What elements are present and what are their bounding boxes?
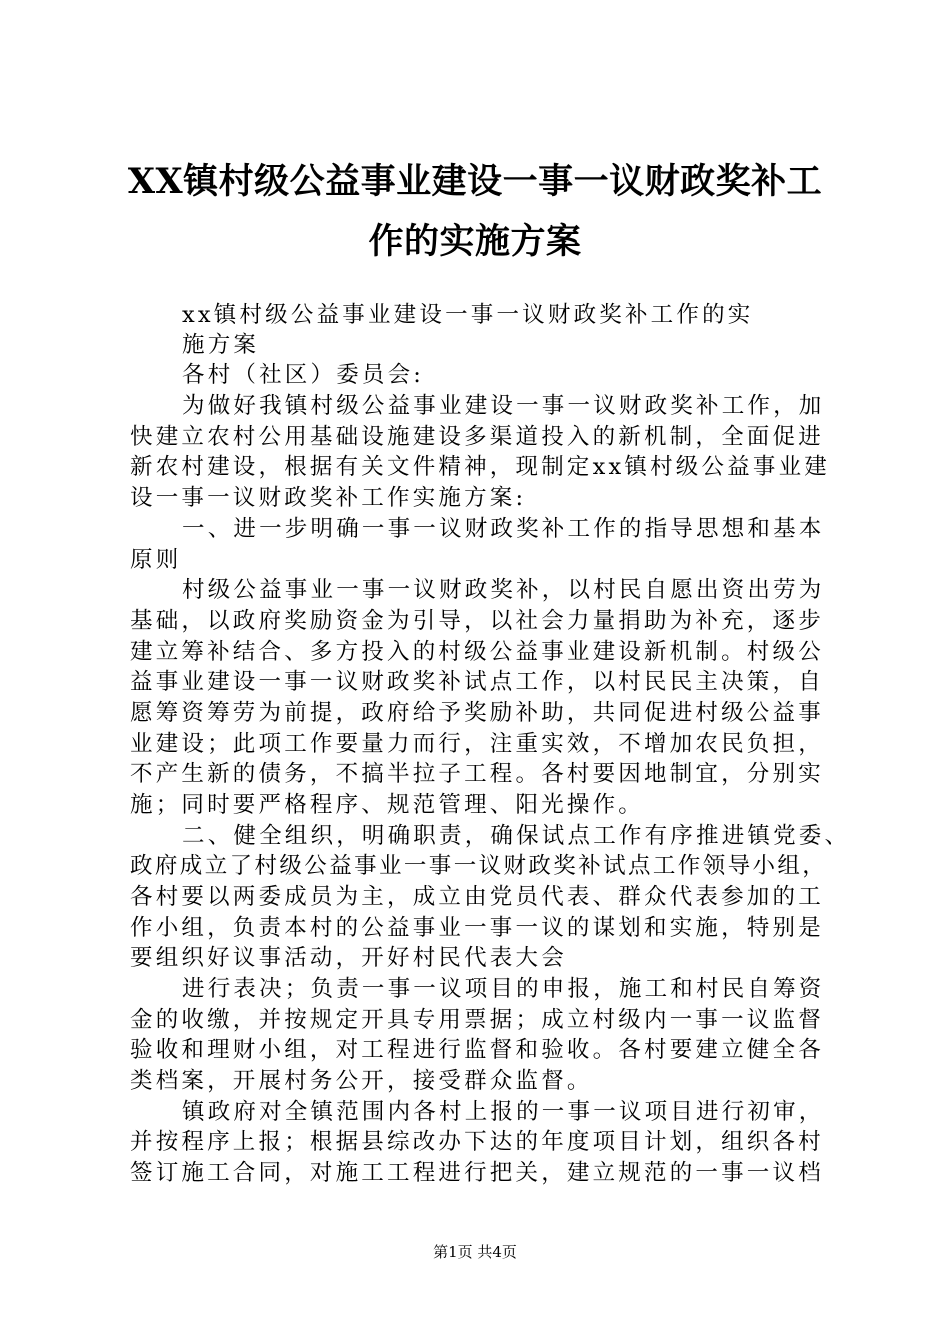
body-line: 进行表决；负责一事一议项目的申报，施工和村民自筹资	[182, 976, 825, 1002]
body-line: 一、进一步明确一事一议财政奖补工作的指导思想和基本	[182, 516, 825, 542]
page-number-footer: 第1页 共4页	[433, 1243, 517, 1261]
body-line: 为做好我镇村级公益事业建设一事一议财政奖补工作，加	[182, 393, 825, 419]
body-line: 并按程序上报；根据县综改办下达的年度项目计划，组织各村	[130, 1129, 824, 1155]
body-line: 益事业建设一事一议财政奖补试点工作，以村民民主决策，自	[130, 669, 824, 695]
body-line: 类档案，开展村务公开，接受群众监督。	[130, 1068, 593, 1094]
body-line: 金的收缴，并按规定开具专用票据；成立村级内一事一议监督	[130, 1007, 824, 1033]
body-line: 村级公益事业一事一议财政奖补，以村民自愿出资出劳为	[182, 577, 825, 603]
body-line: 业建设；此项工作要量力而行，注重实效，不增加农民负担，	[130, 731, 824, 757]
body-line: 设一事一议财政奖补工作实施方案:	[130, 485, 527, 511]
body-line: 各村要以两委成员为主，成立由党员代表、群众代表参加的工	[130, 884, 824, 910]
body-line: 验收和理财小组，对工程进行监督和验收。各村要建立健全各	[130, 1037, 824, 1063]
body-line: 基础，以政府奖励资金为引导，以社会力量捐助为补充，逐步	[130, 608, 824, 634]
body-line: 不产生新的债务，不搞半拉子工程。各村要因地制宜，分别实	[130, 761, 824, 787]
body-line: 镇政府对全镇范围内各村上报的一事一议项目进行初审，	[182, 1099, 825, 1125]
document-title-line-1: XX镇村级公益事业建设一事一议财政奖补工	[127, 161, 823, 202]
body-line: 签订施工合同，对施工工程进行把关，建立规范的一事一议档	[130, 1160, 824, 1186]
body-line: 二、健全组织，明确职责，确保试点工作有序推进镇党委、	[182, 823, 851, 849]
document-title-line-2: 作的实施方案	[368, 221, 582, 262]
body-line: 施方案	[182, 332, 260, 358]
body-line: 新农村建设，根据有关文件精神，现制定xx镇村级公益事业建	[130, 454, 830, 480]
body-line: xx镇村级公益事业建设一事一议财政奖补工作的实	[182, 302, 754, 328]
body-line: 施；同时要严格程序、规范管理、阳光操作。	[130, 792, 645, 818]
body-line: 作小组，负责本村的公益事业一事一议的谋划和实施，特别是	[130, 915, 824, 941]
body-line: 快建立农村公用基础设施建设多渠道投入的新机制，全面促进	[130, 424, 824, 450]
body-line: 原则	[130, 547, 182, 573]
body-line: 各村（社区）委员会:	[182, 362, 425, 388]
body-line: 政府成立了村级公益事业一事一议财政奖补试点工作领导小组，	[130, 853, 828, 879]
body-line: 愿筹资筹劳为前提，政府给予奖励补助，共同促进村级公益事	[130, 700, 824, 726]
body-line: 建立筹补结合、多方投入的村级公益事业建设新机制。村级公	[130, 639, 824, 665]
body-line: 要组织好议事活动，开好村民代表大会	[130, 945, 567, 971]
